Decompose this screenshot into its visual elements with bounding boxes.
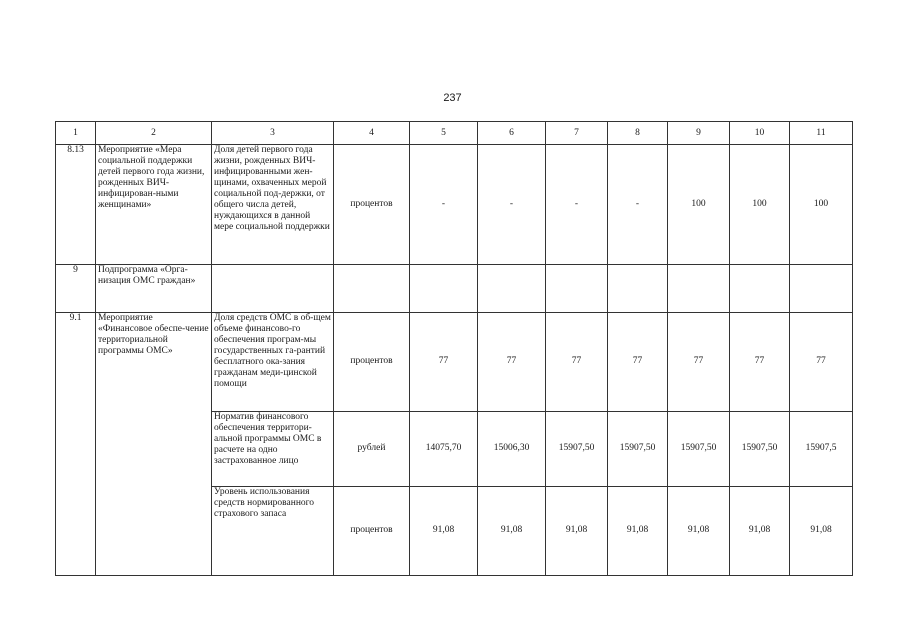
value-cell: 77	[668, 313, 730, 411]
value-cell	[668, 265, 730, 313]
indicator-text: Норматив финансового обеспечения территори-альной программы ОМС в расчете на одно застрахованное лицо	[212, 411, 334, 486]
value-cell: 77	[608, 313, 668, 411]
value-cell: 100	[730, 145, 790, 265]
value-cell: -	[546, 145, 608, 265]
value-cell: 100	[790, 145, 853, 265]
header-cell: 3	[212, 122, 334, 145]
header-cell: 9	[668, 122, 730, 145]
row-number: 8.13	[56, 145, 96, 265]
row-number: 9.1	[56, 313, 96, 576]
value-cell: 91,08	[608, 486, 668, 575]
indicator-text	[212, 265, 334, 313]
value-cell: -	[478, 145, 546, 265]
value-cell: 15006,30	[478, 411, 546, 486]
header-cell: 7	[546, 122, 608, 145]
value-cell: -	[410, 145, 478, 265]
value-cell: 77	[730, 313, 790, 411]
value-cell: 91,08	[410, 486, 478, 575]
value-cell: 77	[790, 313, 853, 411]
indicator-text: Доля детей первого года жизни, рожденных ВИЧ-инфицированными жен-щинами, охваченных мерой социальной под-держки, от общего числа детей, нуждающихся в данной мере социальной поддержки	[212, 145, 334, 265]
table-row	[56, 145, 853, 265]
unit-cell: рублей	[334, 411, 410, 486]
value-cell: 15907,5	[790, 411, 853, 486]
value-cell: 77	[546, 313, 608, 411]
value-cell: 100	[668, 145, 730, 265]
value-cell: 91,08	[546, 486, 608, 575]
unit-cell: процентов	[334, 313, 410, 411]
value-cell	[546, 265, 608, 313]
value-cell: 91,08	[478, 486, 546, 575]
header-cell: 5	[410, 122, 478, 145]
header-cell: 10	[730, 122, 790, 145]
measure-name: Мероприятие «Мера социальной поддержки детей первого года жизни, рожденных ВИЧ-инфицирован-ными женщинами»	[96, 145, 212, 265]
header-cell: 11	[790, 122, 853, 145]
header-cell: 2	[96, 122, 212, 145]
header-cell: 4	[334, 122, 410, 145]
page-number: 237	[443, 92, 462, 104]
value-cell: 91,08	[668, 486, 730, 575]
value-cell: 77	[478, 313, 546, 411]
value-cell	[730, 265, 790, 313]
indicator-text: Доля средств ОМС в об-щем объеме финансово-го обеспечения програм-мы государственных га-рантий бесплатного ока-зания гражданам меди-цинской помощи	[212, 313, 334, 411]
table-row	[56, 313, 853, 411]
value-cell	[608, 265, 668, 313]
value-cell: 14075,70	[410, 411, 478, 486]
value-cell	[790, 265, 853, 313]
value-cell: -	[608, 145, 668, 265]
value-cell: 91,08	[790, 486, 853, 575]
indicator-text: Уровень использования средств нормированного страхового запаса	[212, 486, 334, 575]
unit-cell: процентов	[334, 145, 410, 265]
header-cell: 1	[56, 122, 96, 145]
row-number: 9	[56, 265, 96, 313]
subprogram-name: Подпрограмма «Орга-низация ОМС граждан»	[96, 265, 212, 313]
value-cell: 15907,50	[608, 411, 668, 486]
value-cell: 15907,50	[730, 411, 790, 486]
value-cell: 15907,50	[546, 411, 608, 486]
header-cell: 6	[478, 122, 546, 145]
header-row	[56, 122, 853, 145]
header-cell: 8	[608, 122, 668, 145]
indicators-table	[55, 121, 853, 576]
value-cell	[410, 265, 478, 313]
value-cell: 77	[410, 313, 478, 411]
value-cell: 15907,50	[668, 411, 730, 486]
value-cell	[478, 265, 546, 313]
table-row	[56, 265, 853, 313]
value-cell: 91,08	[730, 486, 790, 575]
unit-cell: процентов	[334, 486, 410, 575]
measure-name: Мероприятие «Финансовое обеспе-чение территориальной программы ОМС»	[96, 313, 212, 576]
unit-cell	[334, 265, 410, 313]
